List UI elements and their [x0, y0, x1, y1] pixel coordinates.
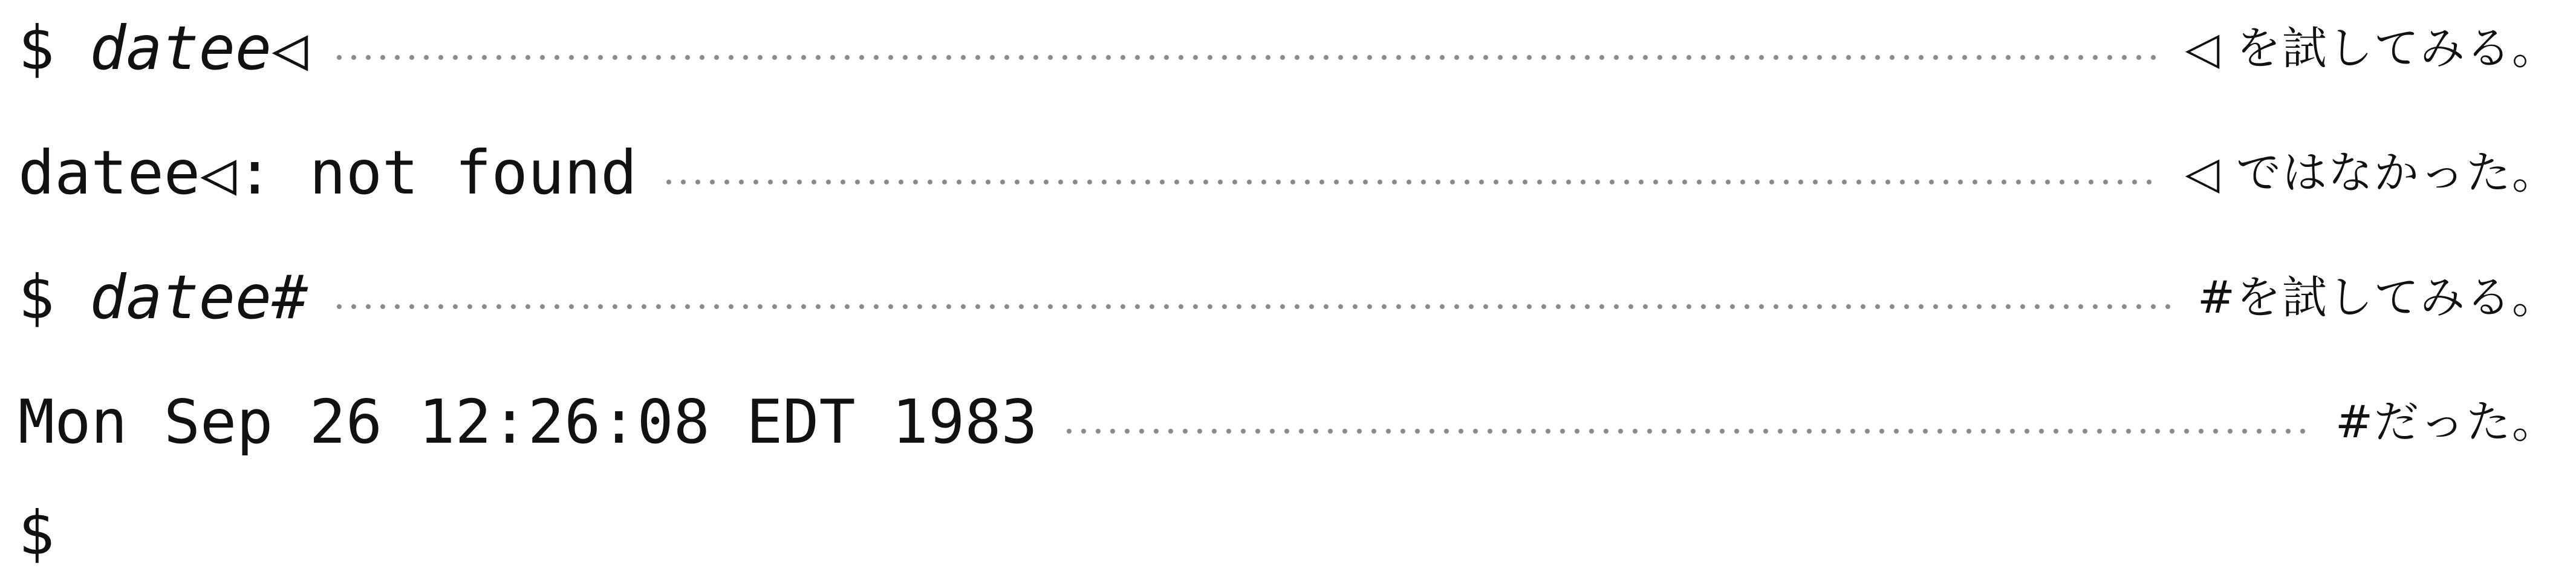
- annotation: ◁ ではなかった。: [2185, 147, 2558, 199]
- typed-command: datee◁: [89, 13, 308, 83]
- command-line: [18, 255, 308, 340]
- command-line: [18, 6, 308, 91]
- transcript-line-1: [18, 6, 2558, 91]
- annotation: #を試してみる。: [2197, 272, 2558, 324]
- dot-leader: [332, 304, 2173, 310]
- shell-prompt: $: [18, 498, 55, 568]
- command-output: datee◁: not found: [18, 137, 637, 208]
- dot-leader: [662, 179, 2161, 185]
- transcript-line-2: [18, 131, 2558, 215]
- shell-prompt: $: [18, 13, 55, 83]
- typed-command: datee#: [89, 262, 308, 333]
- transcript-line-5: [18, 491, 2558, 576]
- annotation: #だった。: [2335, 396, 2558, 448]
- dot-leader: [332, 54, 2161, 60]
- transcript-line-3: [18, 255, 2558, 340]
- dot-leader: [1062, 428, 2311, 434]
- transcript-line-4: [18, 380, 2558, 464]
- annotation: ◁ を試してみる。: [2185, 22, 2558, 74]
- command-output: Mon Sep 26 12:26:08 EDT 1983: [18, 386, 1038, 457]
- shell-prompt: $: [18, 262, 55, 333]
